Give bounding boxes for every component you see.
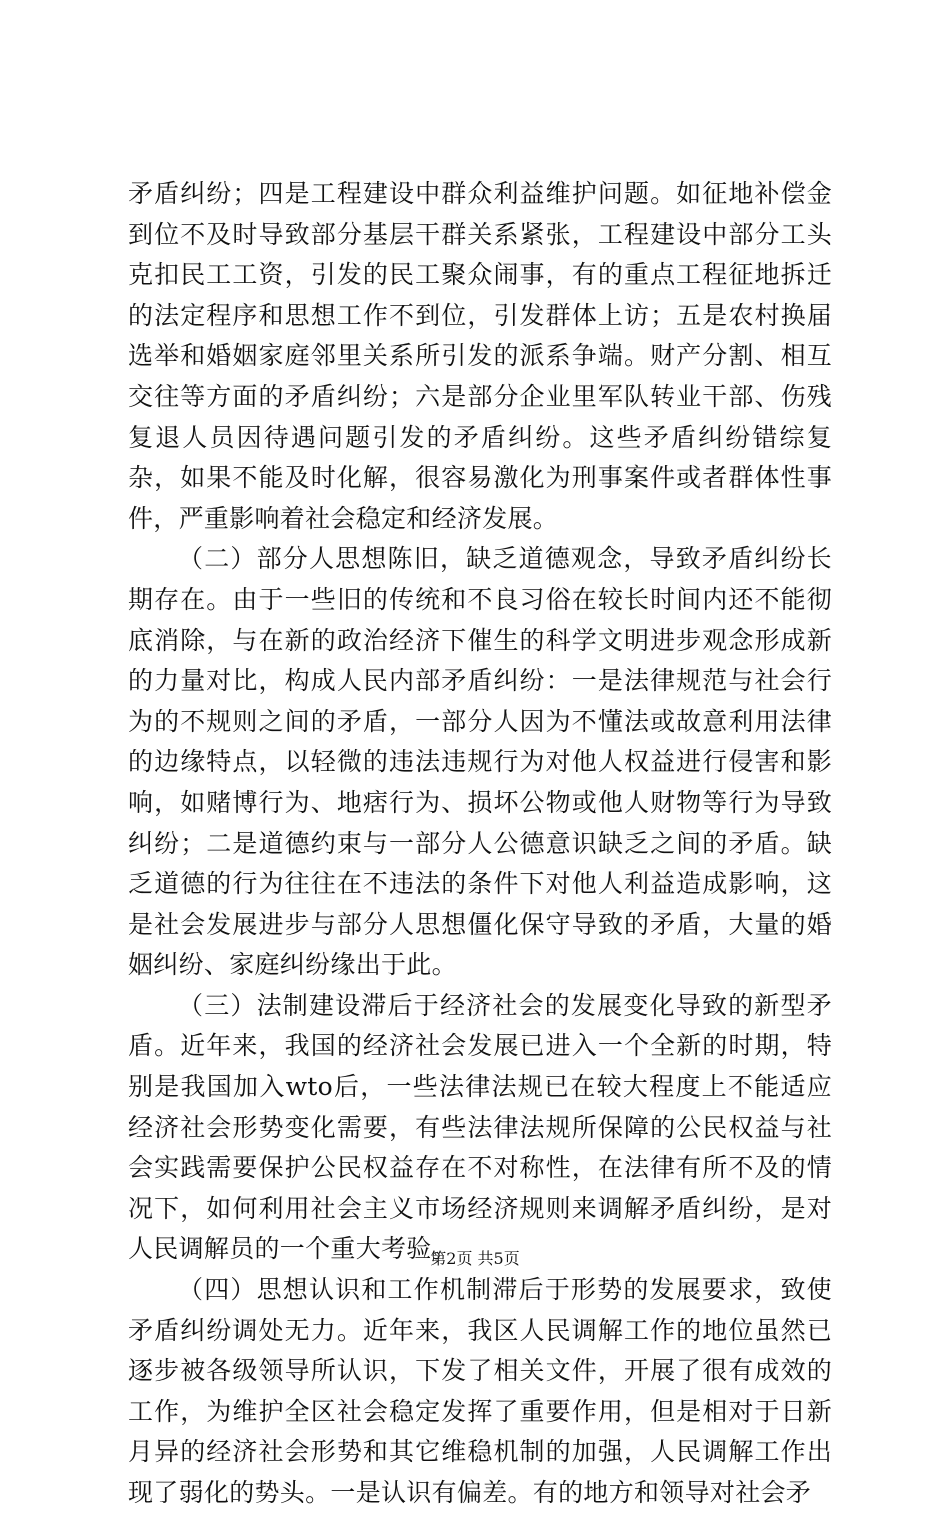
paragraph-continuation: 矛盾纠纷；四是工程建设中群众利益维护问题。如征地补偿金到位不及时导致部分基层干群关系紧张，工程建设中部分工头克扣民工工资，引发的民工聚众闹事，有的重点工程征地拆迁的法定程序和思想工作不到位，引发群体上访；五是农村换届选举和婚姻家庭邻里关系所引发的派系争端。财产分割、相互交往等方面的矛盾纠纷；六是部分企业里军队转业干部、伤残复退人员因待遇问题引发的矛盾纠纷。这些矛盾纠纷错综复杂，如果不能及时化解，很容易激化为刑事案件或者群体性事件，严重影响着社会稳定和经济发展。 bbox=[128, 179, 832, 533]
paragraph-section-3: （三）法制建设滞后于经济社会的发展变化导致的新型矛盾。近年来，我国的经济社会发展已进入一个全新的时期，特别是我国加入wto后，一些法律法规已在较大程度上不能适应经济社会形势变化需要，有些法律法规所保障的公民权益与社会实践需要保护公民权益存在不对称性，在法律有所不及的情况下，如何利用社会主义市场经济规则来调解矛盾纠纷，是对人民调解员的一个重大考验。 bbox=[128, 990, 832, 1264]
page-footer bbox=[0, 1246, 950, 1269]
document-body bbox=[128, 174, 832, 1514]
page-number-label: 第2页 共5页 bbox=[430, 1249, 520, 1268]
paragraph-section-2: （二）部分人思想陈旧，缺乏道德观念，导致矛盾纠纷长期存在。由于一些旧的传统和不良习俗在较长时间内还不能彻底消除，与在新的政治经济下催生的科学文明进步观念形成新的力量对比，构成人民内部矛盾纠纷：一是法律规范与社会行为的不规则之间的矛盾，一部分人因为不懂法或故意利用法律的边缘特点，以轻微的违法违规行为对他人权益进行侵害和影响，如赌博行为、地痞行为、损坏公物或他人财物等行为导致纠纷；二是道德约束与一部分人公德意识缺乏之间的矛盾。缺乏道德的行为往往在不违法的条件下对他人利益造成影响，这是社会发展进步与部分人思想僵化保守导致的矛盾，大量的婚姻纠纷、家庭纠纷缘出于此。 bbox=[128, 544, 832, 980]
paragraph-section-4: （四）思想认识和工作机制滞后于形势的发展要求，致使矛盾纠纷调处无力。近年来，我区人民调解工作的地位虽然已逐步被各级领导所认识，下发了相关文件，开展了很有成效的工作，为维护全区社会稳定发挥了重要作用，但是相对于日新月异的经济社会形势和其它维稳机制的加强，人民调解工作出现了弱化的势头。一是认识有偏差。有的地方和领导对社会矛 bbox=[128, 1275, 832, 1507]
